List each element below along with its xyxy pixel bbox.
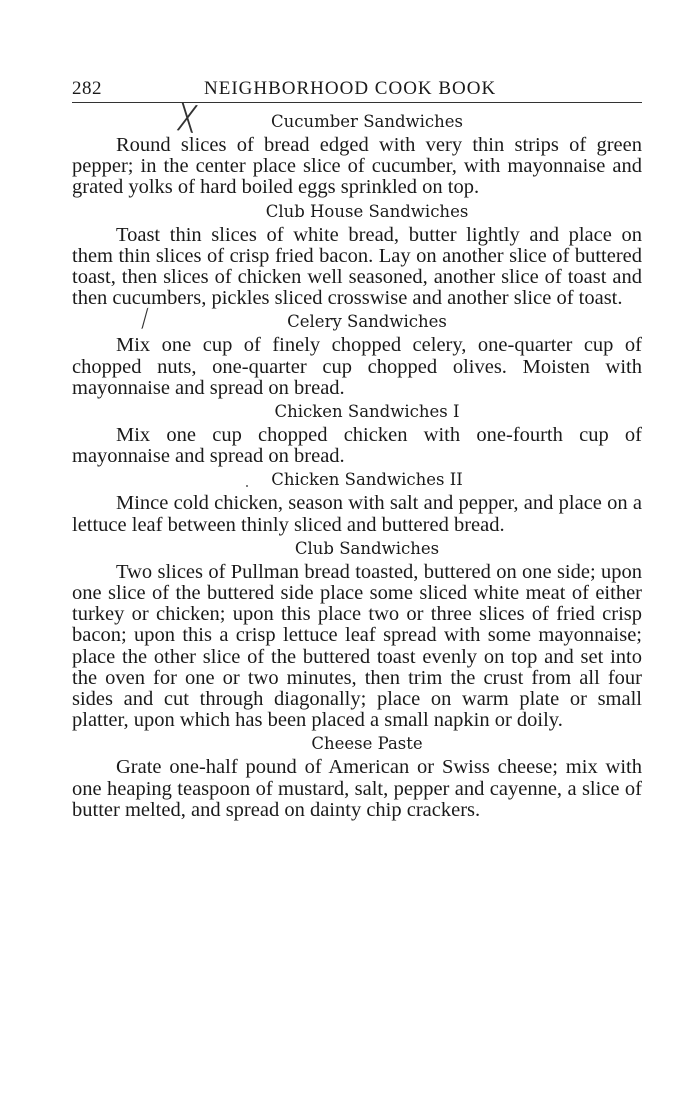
recipe-title: ╳ Cucumber Sandwiches	[177, 102, 464, 134]
recipe-chicken-sandwiches-ii	[72, 467, 642, 535]
book-page	[72, 72, 642, 821]
recipe-cheese-paste	[72, 731, 642, 821]
recipe-body: Grate one-half pound of American or Swiss cheese; mix with one heaping teaspoon of mustard, salt, pepper and cayenne, a slice of butter melted, and spread on dainty chip crackers.	[72, 756, 642, 821]
recipe-title: ⟋ Celery Sandwiches	[133, 305, 447, 335]
header-rule	[72, 102, 642, 103]
recipe-body: Mix one cup of finely chopped celery, one-quarter cup of chopped nuts, one-quarter cup chopped olives. Moisten with mayonnaise and spread on bread.	[72, 334, 642, 399]
pencil-dot-mark	[246, 485, 248, 487]
recipe-club-house-sandwiches	[72, 199, 642, 310]
recipe-club-sandwiches	[72, 536, 642, 732]
recipe-body: Two slices of Pullman bread toasted, buttered on one side; upon one slice of the buttered side place some sliced white meat of either turkey or chicken; upon this place two or three slices of fried crisp bacon; upon this a crisp lettuce leaf spread with some mayonnaise; place the other slice of the buttered toast evenly on top and set into the oven for one or two minutes, then trim the crust from all four sides and cut through diagonally; place on warm plate or small platter, upon which has been placed a small napkin or doily.	[72, 560, 642, 732]
book-title: NEIGHBORHOOD COOK BOOK	[204, 78, 497, 99]
running-head	[72, 72, 642, 98]
recipe-cucumber-sandwiches	[72, 102, 642, 199]
recipe-body: Toast thin slices of white bread, butter lightly and place on them thin slices of crisp fried bacon. Lay on another slice of buttered toast, then slices of chicken well seasoned, another slice of toast and then cucumbers, pickles sliced crosswise and another slice of toast.	[72, 223, 642, 310]
recipe-body: Round slices of bread edged with very thin strips of green pepper; in the center place slice of cucumber, with mayonnaise and grated yolks of hard boiled eggs sprinkled on top.	[72, 134, 642, 199]
handwritten-x-mark: ╳	[177, 102, 197, 134]
recipe-title: Chicken Sandwiches II	[92, 467, 642, 493]
handwritten-check-mark: ⟋	[133, 305, 158, 335]
recipe-title: Club House Sandwiches	[265, 201, 469, 221]
recipe-title: Cheese Paste	[311, 734, 423, 754]
recipe-body: Mix one cup chopped chicken with one-fourth cup of mayonnaise and spread on bread.	[72, 424, 642, 468]
recipe-title: Chicken Sandwiches I	[274, 402, 460, 422]
recipe-title: Club Sandwiches	[294, 538, 440, 558]
page-number: 282	[72, 78, 102, 99]
recipe-body: Mince cold chicken, season with salt and pepper, and place on a lettuce leaf between thinly sliced and buttered bread.	[72, 492, 642, 536]
recipe-celery-sandwiches	[72, 305, 642, 399]
recipe-chicken-sandwiches-i	[72, 399, 642, 467]
